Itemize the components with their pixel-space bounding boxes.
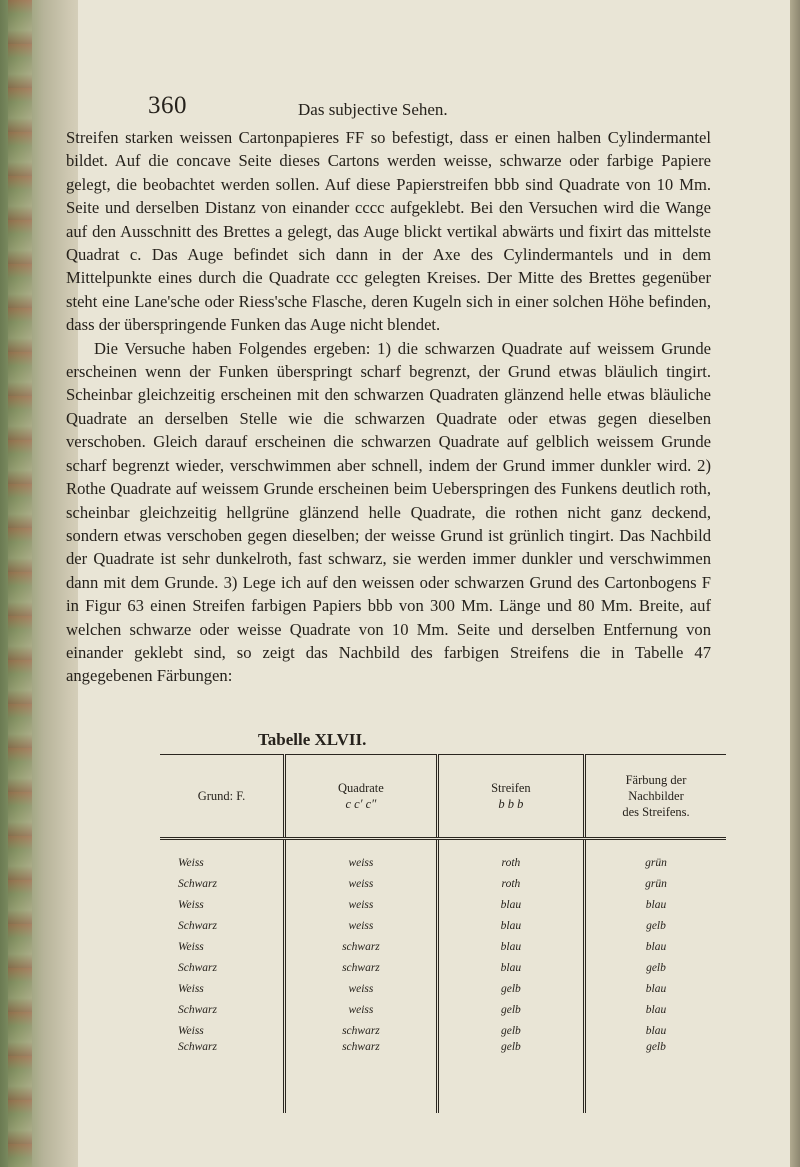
cell-streifen: blau bbox=[437, 915, 584, 936]
cell-streifen: roth bbox=[437, 873, 584, 894]
header-streifen: Streifen b b b bbox=[437, 755, 584, 839]
cell-quadrate: weiss bbox=[285, 915, 438, 936]
cell-faerbung: blau bbox=[584, 936, 726, 957]
table-row bbox=[160, 894, 726, 915]
cell-quadrate: schwarz bbox=[285, 1041, 438, 1113]
cell-faerbung: grün bbox=[584, 839, 726, 874]
cell-faerbung: blau bbox=[584, 999, 726, 1020]
paragraph-1: Streifen starken weissen Cartonpapieres FF so befestigt, dass er einen halben Cylindermantel bildet. Auf die concave Seite dieses Cartons werden weisse, schwarze oder farbige Papiere gelegt, die beobachtet werden sollen. Auf diese Papierstreifen bbb sind Quadrate von 10 Mm. Seite und derselben Distanz von einander cccc aufgeklebt. Bei den Versuchen wird die Wange auf den Ausschnitt des Brettes a gelegt, das Auge blickt vertikal abwärts und fixirt das mittelste Quadrat c. Das Auge befindet sich dann in der Axe des Cylindermantels und in dem Mittelpunkte eines durch die Quadrate ccc gelegten Kreises. Der Mitte des Brettes gegenüber steht eine Lane'sche oder Riess'sche Flasche, deren Kugeln sich in einer solchen Höhe befinden, dass der überspringende Funken das Auge nicht blendet. bbox=[66, 128, 711, 335]
data-table bbox=[160, 754, 726, 1113]
cell-grund: Weiss bbox=[178, 898, 204, 911]
header-faerbung: Färbung der Nachbilder des Streifens. bbox=[584, 755, 726, 839]
cell-grund: Schwarz bbox=[178, 961, 217, 974]
body-text bbox=[66, 126, 711, 688]
cell-streifen: blau bbox=[437, 957, 584, 978]
cell-grund: Weiss bbox=[178, 856, 204, 869]
cell-grund: Schwarz bbox=[178, 1003, 217, 1016]
cell-faerbung: gelb bbox=[584, 957, 726, 978]
table-row bbox=[160, 999, 726, 1020]
table-row bbox=[160, 1041, 726, 1113]
cell-streifen: blau bbox=[437, 894, 584, 915]
table-row bbox=[160, 1020, 726, 1041]
page-number: 360 bbox=[148, 92, 187, 119]
table-row bbox=[160, 957, 726, 978]
cell-faerbung: grün bbox=[584, 873, 726, 894]
cell-grund: Weiss bbox=[178, 940, 204, 953]
cell-quadrate: schwarz bbox=[285, 1020, 438, 1041]
cell-faerbung: gelb bbox=[584, 1041, 726, 1113]
cell-quadrate: schwarz bbox=[285, 936, 438, 957]
cell-streifen: gelb bbox=[437, 1020, 584, 1041]
cell-faerbung: blau bbox=[584, 894, 726, 915]
cell-grund: Schwarz bbox=[178, 1041, 217, 1053]
cell-streifen: gelb bbox=[437, 1041, 584, 1113]
table-row bbox=[160, 915, 726, 936]
header-grund: Grund: F. bbox=[160, 755, 285, 839]
cell-streifen: gelb bbox=[437, 999, 584, 1020]
cell-quadrate: weiss bbox=[285, 894, 438, 915]
cell-faerbung: blau bbox=[584, 1020, 726, 1041]
cell-quadrate: weiss bbox=[285, 873, 438, 894]
cell-quadrate: schwarz bbox=[285, 957, 438, 978]
cell-faerbung: blau bbox=[584, 978, 726, 999]
cell-quadrate: weiss bbox=[285, 999, 438, 1020]
cell-streifen: blau bbox=[437, 936, 584, 957]
cell-grund: Weiss bbox=[178, 1024, 204, 1037]
running-title: Das subjective Sehen. bbox=[298, 100, 448, 119]
cell-quadrate: weiss bbox=[285, 978, 438, 999]
table-row bbox=[160, 936, 726, 957]
cell-grund: Weiss bbox=[178, 982, 204, 995]
paragraph-2: Die Versuche haben Folgendes ergeben: 1) die schwarzen Quadrate auf weissem Grunde erscheinen wenn der Funken überspringt scharf begrenzt, der Grund etwas bläulich tingirt. Scheinbar gleichzeitig erscheinen mit den schwarzen Quadraten glänzend helle etwas bläuliche Quadrate an derselben Stelle wie die schwarzen Quadrate oder etwas gegen dieselben verschoben. Gleich darauf erscheinen die schwarzen Quadrate auf gelblich weissem Grunde scharf begrenzt wieder, verschwimmen aber schnell, indem der Grund immer dunkler wird. 2) Rothe Quadrate auf weissem Grunde erscheinen beim Ueberspringen des Funkens deutlich roth, scheinbar gleichzeitig hellgrüne glänzend helle Quadrate, die rothen nicht ganz deckend, sondern etwas verschoben gegen dieselben; der weisse Grund ist grünlich tingirt. Das Nachbild der Quadrate ist sehr dunkelroth, fast schwarz, sie werden immer dunkler und verschwimmen dann mit dem Grunde. 3) Lege ich auf den weissen oder schwarzen Grund des Cartonbogens F in Figur 63 einen Streifen farbigen Papiers bbb von 300 Mm. Länge und 80 Mm. Breite, auf welchen schwarze oder weisse Quadrate von 10 Mm. Seite und derselben Entfernung von einander geklebt sind, so zeigt das Nachbild des farbigen Streifens die in Tabelle 47 angegebenen Färbungen: bbox=[66, 338, 711, 686]
table-row bbox=[160, 839, 726, 874]
cell-grund: Schwarz bbox=[178, 877, 217, 890]
table-row bbox=[160, 873, 726, 894]
cell-streifen: gelb bbox=[437, 978, 584, 999]
table-row bbox=[160, 978, 726, 999]
cell-quadrate: weiss bbox=[285, 839, 438, 874]
header-quadrate: Quadrate c c′ c″ bbox=[285, 755, 438, 839]
cell-faerbung: gelb bbox=[584, 915, 726, 936]
table-header-row bbox=[160, 755, 726, 839]
cell-grund: Schwarz bbox=[178, 919, 217, 932]
cell-streifen: roth bbox=[437, 839, 584, 874]
table-caption: Tabelle XLVII. bbox=[258, 730, 367, 749]
